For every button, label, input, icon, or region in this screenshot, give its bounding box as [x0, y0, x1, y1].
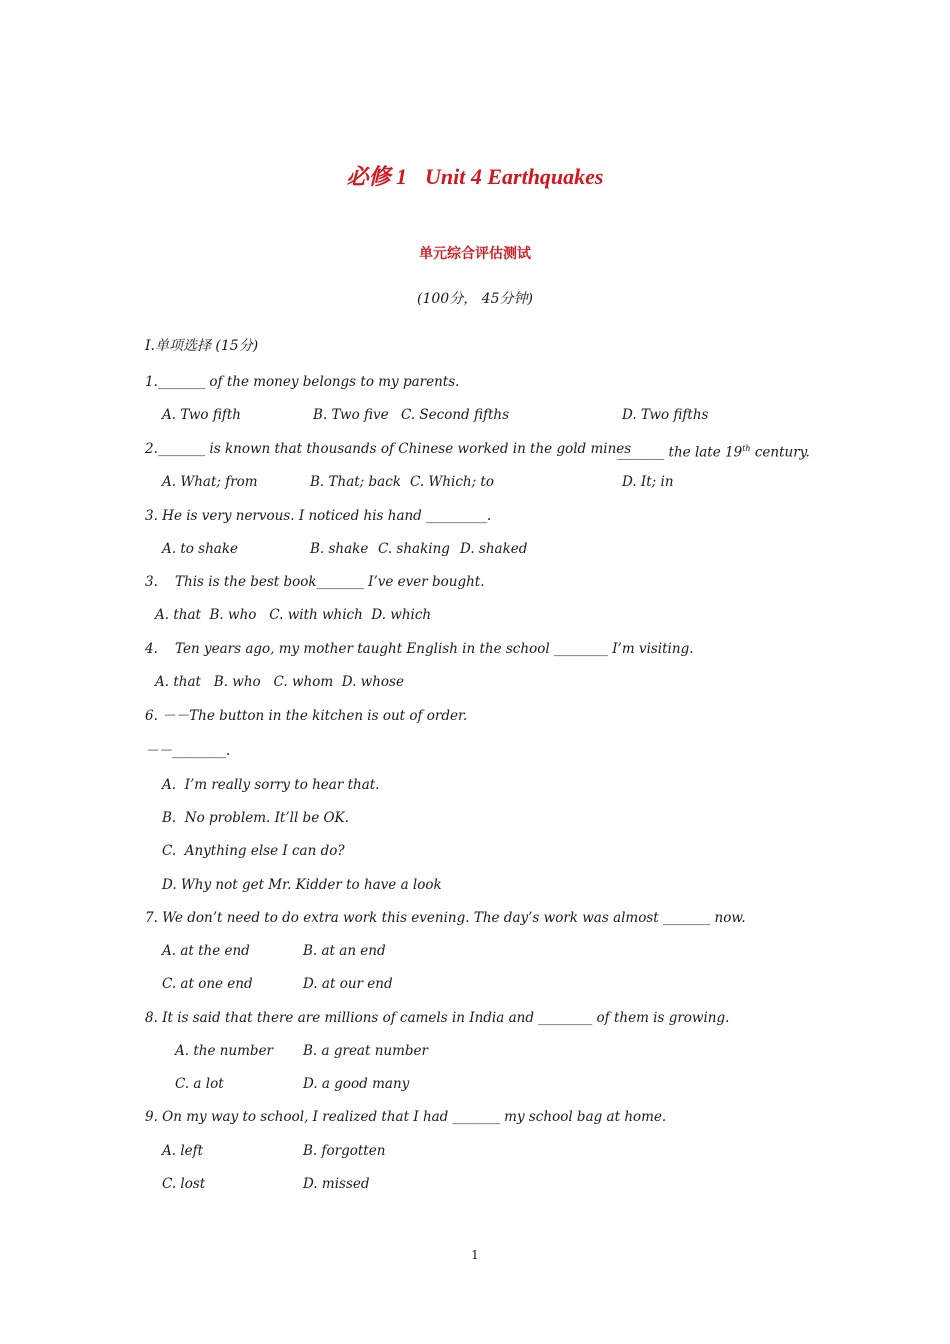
- section-heading: I.单项选择 (15分): [145, 338, 259, 354]
- score-line: (100分， 45分钟): [417, 291, 533, 307]
- question-4-options: A. that B. who C. whom D. whose: [155, 674, 404, 690]
- question-2-stem-part3: century.: [750, 444, 810, 461]
- page-number: 1: [471, 1248, 479, 1262]
- question-3-option-a: A. to shake: [162, 541, 239, 557]
- question-6-option-b: B. No problem. It’ll be OK.: [162, 810, 349, 826]
- question-3-option-b: B. shake: [310, 541, 369, 557]
- question-1-option-c: C. Second fifths: [401, 407, 510, 423]
- question-6-option-c: C. Anything else I can do?: [162, 843, 345, 859]
- question-2-stem-part2: _______ the late 19: [617, 444, 743, 461]
- title-cn: 必修 1: [346, 164, 407, 189]
- question-7-option-d: D. at our end: [303, 976, 393, 992]
- question-1-stem: 1._______ of the money belongs to my parents.: [145, 374, 460, 390]
- question-2-stem-tail: [617, 439, 810, 463]
- question-1-option-a: A. Two fifth: [162, 407, 241, 423]
- question-7-option-b: B. at an end: [303, 943, 386, 959]
- question-2-option-b: B. That; back: [310, 474, 401, 490]
- question-9-option-d: D. missed: [303, 1176, 370, 1192]
- question-4-stem: 4. Ten years ago, my mother taught English in the school ________ I’m visiting.: [145, 641, 694, 657]
- question-3b-options: A. that B. who C. with which D. which: [155, 607, 432, 623]
- question-7-option-a: A. at the end: [162, 943, 250, 959]
- question-3-stem: 3. He is very nervous. I noticed his hand _________.: [145, 508, 492, 524]
- question-6-option-a: A. I’m really sorry to hear that.: [162, 777, 380, 793]
- question-8-option-c: C. a lot: [175, 1076, 224, 1092]
- question-8-option-a: A. the number: [175, 1043, 274, 1059]
- question-1-option-d: D. Two fifths: [622, 407, 709, 423]
- question-2-option-a: A. What; from: [162, 474, 258, 490]
- question-6-reply: －－________.: [145, 743, 231, 759]
- question-9-option-a: A. left: [162, 1143, 204, 1159]
- title-en: Unit 4 Earthquakes: [425, 164, 604, 189]
- question-7-option-c: C. at one end: [162, 976, 253, 992]
- question-2-option-c: C. Which; to: [410, 474, 494, 490]
- question-6-option-d: D. Why not get Mr. Kidder to have a look: [162, 877, 442, 893]
- question-2-option-d: D. It; in: [622, 474, 674, 490]
- question-2-stem: [145, 439, 631, 459]
- question-2-stem-part1: 2._______ is known that thousands of Chinese worked in the gold mines: [145, 441, 632, 457]
- question-7-stem: 7. We don’t need to do extra work this evening. The day’s work was almost _______ now.: [145, 910, 746, 926]
- question-8-stem: 8. It is said that there are millions of camels in India and ________ of them is growing.: [145, 1010, 730, 1026]
- question-9-option-b: B. forgotten: [303, 1143, 386, 1159]
- page-subtitle: 单元综合评估测试: [419, 246, 531, 262]
- question-2-superscript: th: [742, 444, 751, 453]
- page-title: [0, 160, 950, 191]
- question-9-stem: 9. On my way to school, I realized that I had _______ my school bag at home.: [145, 1109, 667, 1125]
- question-8-option-b: B. a great number: [303, 1043, 428, 1059]
- question-3b-stem: 3. This is the best book_______ I’ve ever bought.: [145, 574, 485, 590]
- question-8-option-d: D. a good many: [303, 1076, 410, 1092]
- question-3-option-d: D. shaked: [460, 541, 528, 557]
- question-9-option-c: C. lost: [162, 1176, 206, 1192]
- question-1-option-b: B. Two five: [313, 407, 389, 423]
- question-3-option-c: C. shaking: [378, 541, 450, 557]
- question-6-stem: 6. －－The button in the kitchen is out of order.: [145, 708, 468, 724]
